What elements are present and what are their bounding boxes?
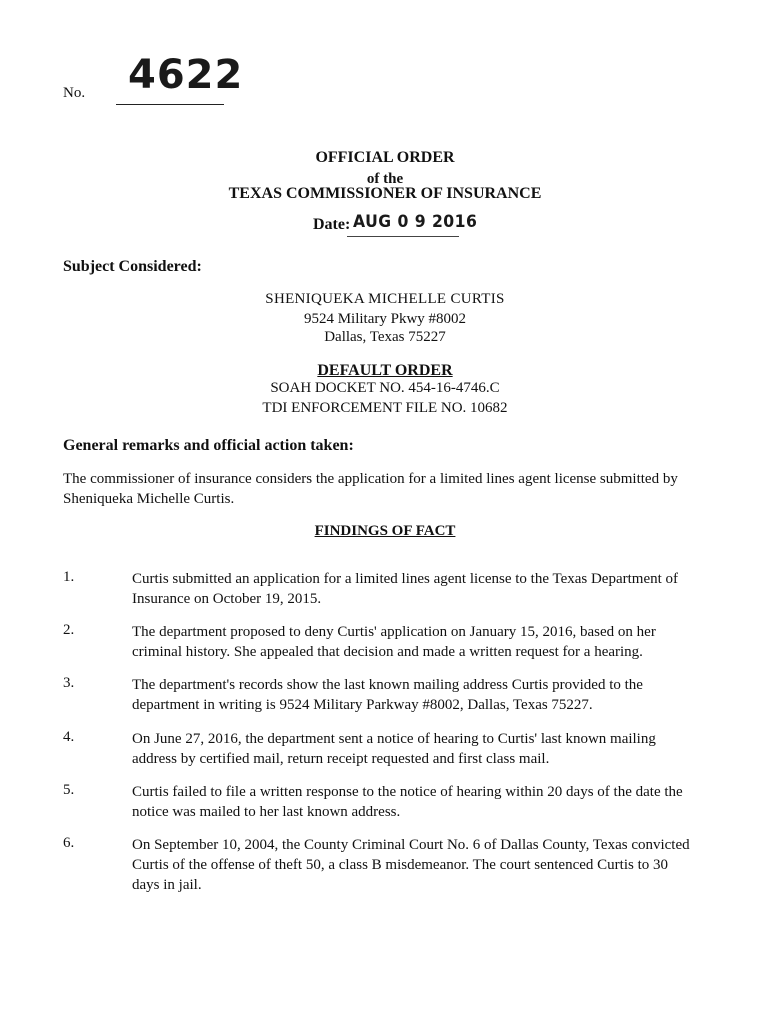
remarks-label: General remarks and official action taken: bbox=[63, 437, 354, 454]
finding-number: 1. bbox=[63, 569, 75, 585]
finding-number: 2. bbox=[63, 622, 75, 638]
finding-text: On June 27, 2016, the department sent a notice of hearing to Curtis' last known mailing address by certified mail, return receipt requested and first class mail. bbox=[132, 731, 656, 767]
finding-text: On September 10, 2004, the County Criminal Court No. 6 of Dallas County, Texas convicted Curtis of the offense of theft 50, a class B misdemeanor. The court sentenced Curtis to 30 days in jail. bbox=[132, 837, 690, 893]
order-number-value: 4622 bbox=[128, 52, 244, 98]
header-official-order: OFFICIAL ORDER bbox=[315, 149, 455, 166]
date-underline bbox=[347, 236, 459, 237]
tdi-file: TDI ENFORCEMENT FILE NO. 10682 bbox=[262, 400, 508, 416]
date-stamp: AUG 0 9 2016 bbox=[353, 212, 478, 232]
findings-title-text: FINDINGS OF FACT bbox=[314, 523, 456, 539]
header-commissioner: TEXAS COMMISSIONER OF INSURANCE bbox=[228, 185, 542, 202]
soah-docket: SOAH DOCKET NO. 454-16-4746.C bbox=[270, 380, 500, 396]
header-of-the: of the bbox=[366, 171, 404, 187]
finding-number: 3. bbox=[63, 675, 75, 691]
findings-title bbox=[0, 523, 770, 540]
finding-number: 5. bbox=[63, 782, 75, 798]
order-number-label: No. bbox=[63, 85, 86, 101]
subject-considered-label: Subject Considered: bbox=[63, 258, 202, 275]
subject-street: 9524 Military Pkwy #8002 bbox=[303, 311, 467, 327]
subject-city: Dallas, Texas 75227 bbox=[324, 329, 446, 345]
order-title bbox=[0, 362, 770, 380]
order-title-text: DEFAULT ORDER bbox=[317, 362, 453, 379]
finding-number: 4. bbox=[63, 729, 75, 745]
date-label: Date: bbox=[313, 216, 351, 233]
finding-text: The department's records show the last known mailing address Curtis provided to the department in writing is 9524 Military Parkway #8002, Dallas, Texas 75227. bbox=[132, 677, 643, 713]
finding-number: 6. bbox=[63, 835, 75, 851]
finding-text: Curtis submitted an application for a limited lines agent license to the Texas Department of Insurance on October 19, 2015. bbox=[132, 571, 679, 607]
intro-paragraph: The commissioner of insurance considers the application for a limited lines agent license submitted by Sheniqueka Michelle Curtis. bbox=[63, 471, 678, 507]
subject-name: SHENIQUEKA MICHELLE CURTIS bbox=[265, 291, 505, 307]
finding-text: The department proposed to deny Curtis' application on January 15, 2016, based on her criminal history. She appealed that decision and made a written request for a hearing. bbox=[132, 624, 656, 660]
finding-text: Curtis failed to file a written response to the notice of hearing within 20 days of the date the notice was mailed to her last known address. bbox=[132, 784, 683, 820]
order-number-underline bbox=[116, 104, 224, 105]
